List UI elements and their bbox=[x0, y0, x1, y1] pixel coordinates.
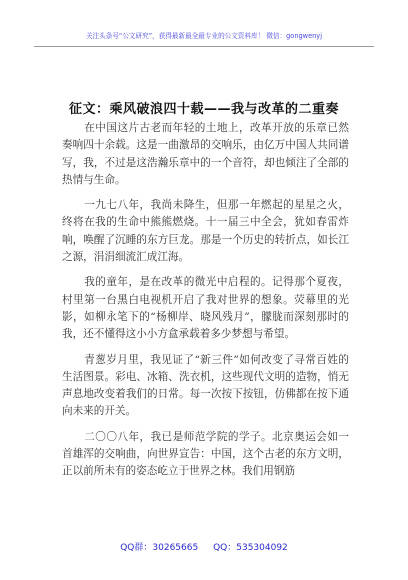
paragraph: 二〇〇八年，我已是师范学院的学子。北京奥运会如一首雄浑的交响曲，向世界宣告：中国，这个古老的东方文明，正以前所未有的姿态屹立于世界之林。我们用钢筋 bbox=[62, 430, 349, 478]
document-body bbox=[62, 120, 349, 489]
paragraph: 我的童年，是在改革的微光中启程的。记得那个夏夜，村里第一台黑白电视机开启了我对世界的想象。荧幕里的光影，如柳永笔下的“杨柳岸、晓风残月”，朦胧而深刻那时的我，还不懂得这小小方盒承载着多少梦想与希望。 bbox=[62, 276, 349, 341]
document-title: 征文：乘风破浪四十载——我与改革的二重奏 bbox=[68, 102, 339, 117]
header-divider bbox=[34, 46, 374, 47]
footer bbox=[0, 540, 408, 553]
paragraph: 青葱岁月里，我见证了“新三件”如何改变了寻常百姓的生活图景。彩电、冰箱、洗衣机，这些现代文明的造物，悄无声息地改变着我们的日常。每一次按下按钮，仿佛都在按下通向未来的开关。 bbox=[62, 353, 349, 418]
header-note: 关注头条号“公文研究”，获得最新最全最专业的公文资料库！ 微信：gongwenyj bbox=[85, 32, 323, 40]
qq-group-number: QQ群：30265665 bbox=[120, 543, 199, 553]
qq-number: QQ：535304092 bbox=[213, 543, 288, 553]
paragraph: 一九七八年，我尚未降生，但那一年燃起的星星之火，终将在我的生命中熊熊燃烧。十一届三中全会，犹如春雷炸响，唤醒了沉睡的东方巨龙。那是一个历史的转折点，如长江之源，涓涓细流汇成江海。 bbox=[62, 199, 349, 264]
paragraph: 在中国这片古老而年轻的土地上，改革开放的乐章已然奏响四十余载。这是一曲激昂的交响乐，由亿万中国人共同谱写，我，不过是这浩瀚乐章中的一个音符，却也倾注了全部的热情与生命。 bbox=[62, 122, 349, 186]
